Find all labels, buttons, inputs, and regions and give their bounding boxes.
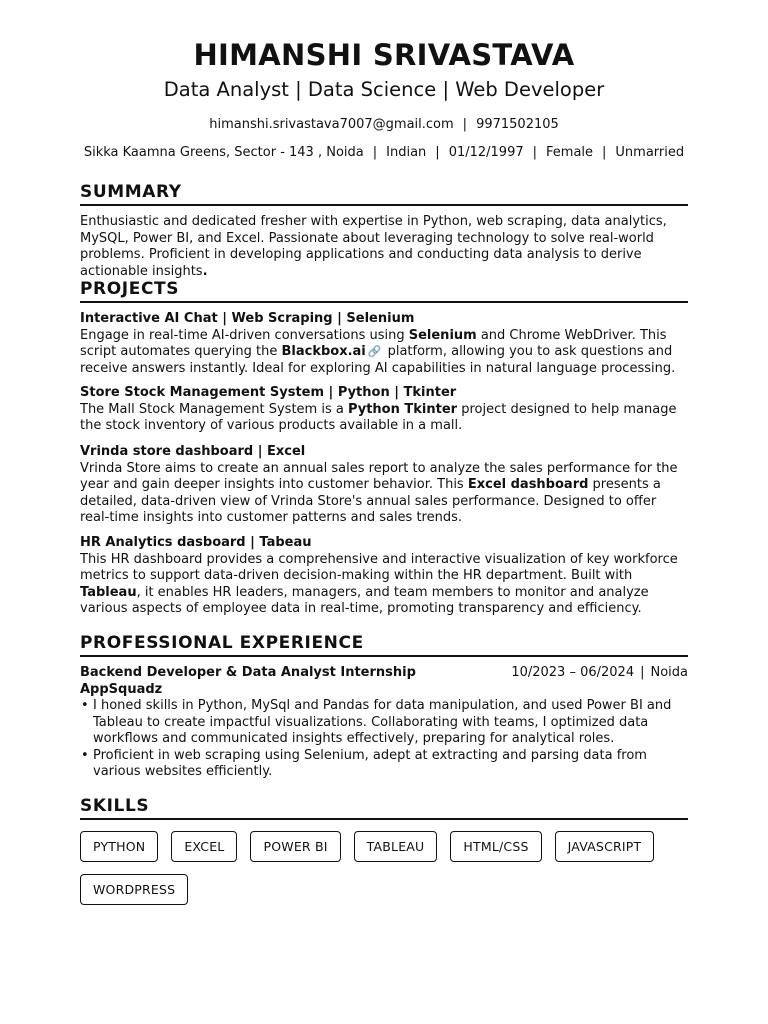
skill-tag: PYTHON [80, 831, 158, 862]
experience-bullets [80, 698, 688, 781]
job-location: Noida [650, 665, 688, 680]
list-item: • Proficient in web scraping using Selenium, adept at extracting and parsing data from various websites efficiently. [80, 748, 688, 781]
project-item [80, 385, 688, 435]
nationality: Indian [386, 145, 427, 160]
project-title: Vrinda store dashboard | Excel [80, 444, 306, 459]
projects-heading: PROJECTS [80, 278, 688, 303]
candidate-headline: Data Analyst | Data Science | Web Developer [163, 78, 605, 101]
project-item [80, 444, 688, 527]
skill-tag: JAVASCRIPT [555, 831, 655, 862]
skill-tag: POWER BI [250, 831, 340, 862]
candidate-name: HIMANSHI SRIVASTAVA [193, 38, 575, 72]
experience-heading: PROFESSIONAL EXPERIENCE [80, 632, 688, 657]
project-description [80, 328, 688, 378]
project-text: and Chrome WebDriver. This script automates querying the [80, 327, 667, 359]
separator: | [602, 145, 607, 160]
project-item [80, 535, 688, 618]
skill-tag: WORDPRESS [80, 874, 188, 905]
job-meta [511, 665, 688, 682]
address: Sikka Kaamna Greens, Sector - 143 , Noida [83, 145, 364, 160]
project-text: , it enables HR leaders, managers, and team members to monitor and analyze various aspects of employee data in real-time, promoting transparency and efficiency. [80, 584, 649, 616]
project-title: Interactive AI Chat | Web Scraping | Selenium [80, 311, 415, 326]
company-name: AppSquadz [80, 681, 163, 697]
link-icon[interactable]: 🔗 [367, 345, 382, 358]
list-item: • I honed skills in Python, MySql and Pandas for data manipulation, and used Power BI and Tableau to create impactful visualizations. Collaborating with teams, I optimized data workflows and communicated insights effectively, preparing for analytical roles. [80, 698, 688, 748]
skills-heading: SKILLS [80, 795, 688, 820]
contact-row [60, 116, 708, 134]
project-description [80, 461, 688, 527]
project-description [80, 402, 688, 435]
project-highlight: Python Tkinter [347, 401, 458, 417]
separator: | [372, 145, 378, 160]
project-text: presents a detailed, data-driven view of Vrinda Store's annual sales performance. Designed to offer real-time insights into customer patterns and sales trends. [80, 477, 661, 525]
personal-details-row [60, 144, 708, 162]
skill-tag: EXCEL [171, 831, 237, 862]
separator: | [435, 145, 440, 160]
project-item [80, 311, 688, 377]
project-text: The Mall Stock Management System is a [80, 401, 348, 417]
project-text: Engage in real-time AI-driven conversations using [80, 327, 409, 343]
job-dates: 10/2023 – 06/2024 [511, 665, 635, 680]
separator: | [462, 117, 468, 132]
project-title: Store Stock Management System | Python | Tkinter [80, 385, 457, 400]
blackbox-link[interactable]: Blackbox.ai [281, 344, 366, 359]
project-text: This HR dashboard provides a comprehensive and interactive visualization of key workforce metrics to support data-driven decision-making within the HR department. Built with [80, 551, 678, 583]
summary-end: . [202, 263, 208, 279]
project-text: project designed to help manage the stock inventory of various products available in a mall. [80, 401, 677, 433]
marital-status: Unmarried [615, 145, 685, 160]
summary-heading: SUMMARY [80, 181, 688, 206]
project-highlight: Excel dashboard [467, 477, 589, 492]
summary-text [80, 214, 688, 280]
project-text: Vrinda Store aims to create an annual sales report to analyze the sales performance for the year and gain deeper insights into customer behavior. This [80, 460, 678, 492]
skills-list [80, 831, 688, 905]
project-highlight: Selenium [408, 327, 477, 343]
project-title: HR Analytics dasboard | Tabeau [80, 535, 312, 550]
summary-body: Enthusiastic and dedicated fresher with expertise in Python, web scraping, data analytics, MySQL, Power BI, and Excel. Passionate about leveraging technology to solve real-world problems. Proficient in developing applications and conducting data analysis to derive actionable insights [80, 214, 667, 279]
project-highlight: Tableau [80, 584, 137, 600]
separator: | [532, 145, 538, 160]
job-title: Backend Developer & Data Analyst Internship [80, 665, 416, 680]
skill-tag: HTML/CSS [450, 831, 541, 862]
project-description [80, 552, 688, 618]
experience-header [80, 665, 688, 698]
gender: Female [546, 145, 594, 160]
email-link[interactable]: himanshi.srivastava7007@gmail.com [209, 117, 454, 132]
project-text: platform, allowing you to ask questions and receive answers instantly. Ideal for exploring AI capabilities in natural language processing. [80, 344, 676, 376]
phone-number: 9971502105 [476, 117, 559, 132]
separator: | [640, 665, 645, 680]
date-of-birth: 01/12/1997 [448, 145, 524, 160]
skill-tag: TABLEAU [354, 831, 438, 862]
